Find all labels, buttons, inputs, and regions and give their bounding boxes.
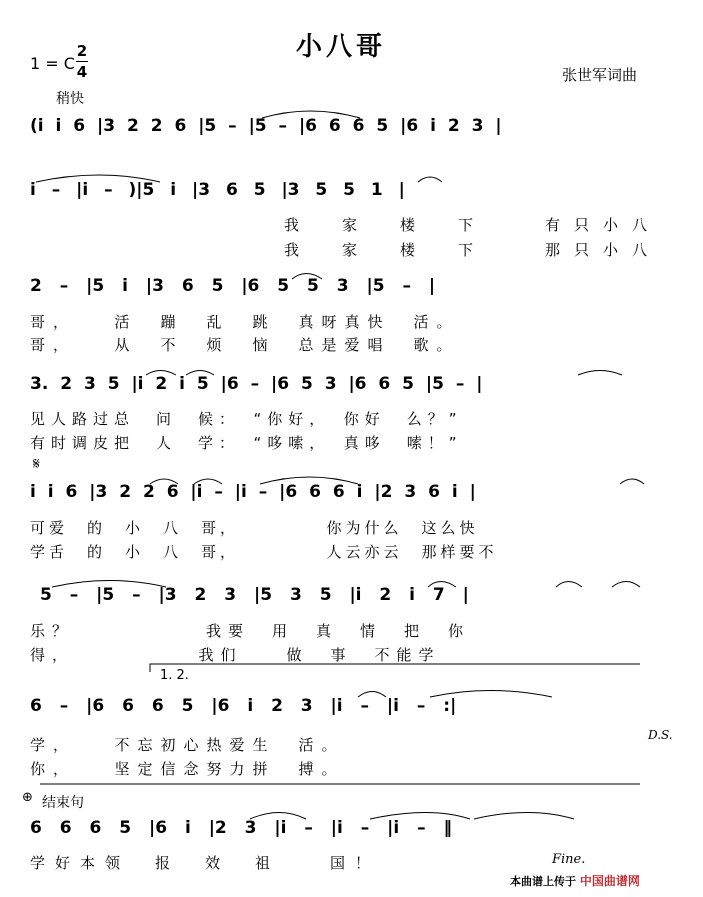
lyric-row-3-verse-1: 哥， 活 蹦 乱 跳 真呀真快 活。 (30, 313, 460, 331)
slur-row5a (150, 479, 178, 484)
slur-row5c (620, 479, 644, 484)
lyric-row-4-verse-1: 见人路过总 问 候： “你好， 你好 么？” (30, 410, 463, 428)
lyric-row-4-verse-2: 有时调皮把 人 学： “哆嗦， 真哆 嗦！” (30, 434, 463, 452)
footer-brand[interactable]: 中国曲谱网 (579, 874, 640, 888)
slur-row4b (186, 371, 214, 376)
slur-row7 (358, 692, 386, 698)
lyric-row-6-verse-1: 乐？ 我要 用 真 情 把 你 (30, 622, 471, 640)
tie-row8a (250, 813, 306, 820)
tie-row6 (52, 581, 166, 588)
tie-row8c (474, 813, 574, 820)
slur-row4a (146, 371, 176, 376)
lyric-row-2-verse-1: 我 家 楼 下 有只小八 (284, 216, 662, 234)
footer-credit (510, 872, 640, 889)
score-row-6: 5 – |5 – |3 2 3 |5 3 5 |i 2 i 7 | (40, 585, 469, 605)
score-row-8: 6 6 6 5 |6 i |2 3 |i – |i – |i – ‖ (30, 818, 453, 838)
score-row-3: 2 – |5 i |3 6 5 |6 5 5 3 |5 – | (30, 276, 436, 296)
tie-row8b (370, 813, 470, 820)
tie-row5 (260, 477, 358, 484)
tie-row7 (430, 691, 552, 698)
score-row-1: (i i 6 |3 2 2 6 |5 – |5 – |6 6 6 5 |6 i 2 3 | (30, 116, 502, 136)
coda-label: 结束句 (42, 795, 84, 811)
lyric-row-6-verse-2: 得， 我们 做 事 不能学 (30, 646, 441, 664)
score-row-7: 6 – |6 6 6 5 |6 i 2 3 |i – |i – :| (30, 696, 457, 716)
score-row-2: i – |i – )|5 i |3 6 5 |3 5 5 1 | (30, 180, 405, 200)
lyric-row-7-verse-2: 你， 坚定信念努力拼 搏。 (30, 760, 345, 778)
lyric-row-5-verse-2: 学舌 的 小 八 哥， 人云亦云 那样要不 (30, 543, 498, 561)
tie-row4 (578, 371, 622, 376)
slur-row6a (428, 582, 456, 588)
tempo-marking: 稍快 (56, 91, 84, 107)
volta-line (150, 664, 640, 672)
time-denominator: 4 (76, 63, 88, 81)
score-row-4: 3. 2 3 5 |i 2 i 5 |6 – |6 5 3 |6 6 5 |5 – | (30, 374, 483, 394)
time-numerator: 2 (76, 42, 88, 60)
footer-text: 本曲谱上传于 (510, 875, 576, 888)
lyric-row-7-verse-1: 学， 不忘初心热爱生 活。 (30, 736, 345, 754)
composer-credit: 张世军词曲 (562, 66, 638, 84)
tie-row2 (36, 175, 160, 182)
score-row-5: i i 6 |3 2 2 6 |i – |i – |6 6 6 i |2 3 6 i | (30, 482, 476, 502)
slur-row3 (292, 274, 322, 280)
tie-row1 (262, 111, 360, 118)
lyric-row-3-verse-2: 哥， 从 不 烦 恼 总是爱唱 歌。 (30, 336, 460, 354)
key-signature: 1 = C (30, 54, 75, 73)
segno-sign: 𝄋 (33, 454, 40, 473)
coda-sign: ⊕ (22, 790, 33, 805)
slur-row5b (194, 479, 222, 484)
lyric-row-2-verse-2: 我 家 楼 下 那只小八 (284, 241, 662, 259)
lyric-row-8: 学好本领 报 效 祖 国！ (30, 854, 381, 872)
lyric-row-5-verse-1: 可爱 的 小 八 哥， 你为什么 这么快 (30, 519, 479, 537)
volta-brackets: 1. 2. (160, 668, 189, 683)
slur-row6c (612, 582, 640, 588)
dal-segno-mark: D.S. (648, 728, 673, 742)
fine-mark: Fine. (552, 852, 586, 867)
song-title: 小八哥 (296, 32, 387, 62)
slur-row6b (556, 582, 582, 588)
slur-row2 (418, 177, 442, 182)
